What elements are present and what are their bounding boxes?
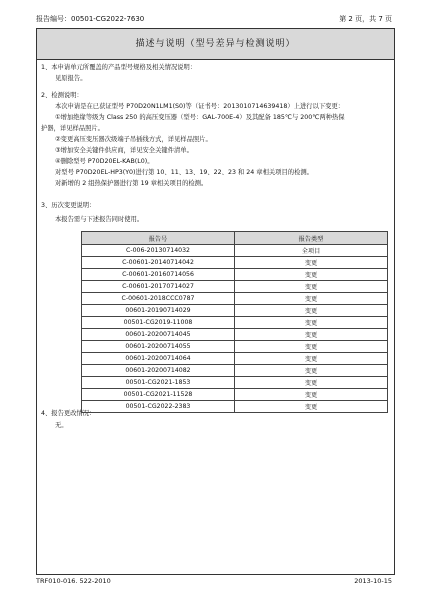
report-number-cell: 00501-CG2022-2383 xyxy=(82,401,235,413)
table-row xyxy=(82,329,388,341)
table-row xyxy=(82,389,388,401)
report-number-cell: 00501-CG2021-1853 xyxy=(82,377,235,389)
section-2-item-1: ①增加绝缘等级为 Class 250 的高压变压器（型号：GAL-700E-4）及其配备 185℃与 200℃两种热保 xyxy=(55,114,345,121)
page-header xyxy=(36,14,392,26)
section-4-body: 无。 xyxy=(55,422,68,429)
report-number-cell: 00601-20200714082 xyxy=(82,365,235,377)
report-type-cell: 全项目 xyxy=(235,245,388,257)
column-header-report-type: 报告类型 xyxy=(235,232,388,245)
report-type-cell: 变更 xyxy=(235,341,388,353)
report-number-cell: 00601-20190714029 xyxy=(82,305,235,317)
report-type-cell: 变更 xyxy=(235,293,388,305)
report-frame xyxy=(36,28,395,575)
report-number-cell: 00601-20200714055 xyxy=(82,341,235,353)
table-row xyxy=(82,341,388,353)
report-number-cell: 00601-20200714064 xyxy=(82,353,235,365)
section-2-item-1-cont: 护器，详见样品照片。 xyxy=(41,125,104,132)
section-2-heading: 2、检测说明： xyxy=(41,92,83,99)
report-number-cell: 00601-20200714045 xyxy=(82,329,235,341)
section-2-note-2: 对新增的 2 组热保护器进行第 19 章相关项目的检测。 xyxy=(55,180,208,187)
report-type-cell: 变更 xyxy=(235,269,388,281)
report-number-cell: C-006-20130714032 xyxy=(82,245,235,257)
table-row xyxy=(82,257,388,269)
section-3-heading: 3、历次变更说明： xyxy=(41,202,96,209)
section-2-intro: 本次申请是在已获证型号 P70D20N1LM1(S0)等（证书号：2013010714639418）上进行以下变更： xyxy=(55,103,345,110)
section-2-note-1: 对型号 P70D20EL-HP3(Y0)进行第 10、11、13、19、22、23 和 24 章相关项目的检测。 xyxy=(55,169,313,176)
report-type-cell: 变更 xyxy=(235,317,388,329)
section-2-item-2: ②变更高压变压器次级端子吊插线方式，详见样品照片。 xyxy=(55,136,212,143)
table-row xyxy=(82,281,388,293)
form-number: TRF010-016. 522-2010 xyxy=(36,577,111,585)
table-row xyxy=(82,269,388,281)
section-4-heading: 4、报告更改情况： xyxy=(41,410,96,417)
report-type-cell: 变更 xyxy=(235,329,388,341)
section-2-item-4: ④删除型号 P70D20EL-KAB(L0)。 xyxy=(55,158,154,165)
page-number: 第 2 页，共 7 页 xyxy=(339,15,392,23)
table-header-row xyxy=(82,232,388,245)
table-row xyxy=(82,245,388,257)
section-3-body: 本报告需与下述报告同时使用。 xyxy=(55,216,144,223)
table-row xyxy=(82,317,388,329)
report-table-body xyxy=(82,245,388,413)
report-number-cell: 00501-CG2021-11528 xyxy=(82,389,235,401)
report-type-cell: 变更 xyxy=(235,401,388,413)
table-row xyxy=(82,401,388,413)
report-number-cell: C-00601-20160714056 xyxy=(82,269,235,281)
report-type-cell: 变更 xyxy=(235,377,388,389)
report-number-cell: C-00601-20170714027 xyxy=(82,281,235,293)
section-1-body: 见原报告。 xyxy=(55,75,87,82)
report-number-cell: C-00601-20140714042 xyxy=(82,257,235,269)
report-type-cell: 变更 xyxy=(235,365,388,377)
form-date: 2013-10-15 xyxy=(354,577,392,585)
section-title: 描述与说明（型号差异与检测说明） xyxy=(37,29,394,60)
report-number-cell: 00501-CG2019-11008 xyxy=(82,317,235,329)
column-header-report-no: 报告号 xyxy=(82,232,235,245)
report-type-cell: 变更 xyxy=(235,389,388,401)
report-type-cell: 变更 xyxy=(235,281,388,293)
table-row xyxy=(82,377,388,389)
table-row xyxy=(82,353,388,365)
report-number: 报告编号：00501-CG2022-7630 xyxy=(36,15,145,23)
section-2-item-3: ③增加安全关键件供应商，详见安全关键件清单。 xyxy=(55,147,193,154)
report-type-cell: 变更 xyxy=(235,353,388,365)
report-number-cell: C-00601-2018CCC0787 xyxy=(82,293,235,305)
table-row xyxy=(82,365,388,377)
report-table xyxy=(81,231,388,413)
table-row xyxy=(82,305,388,317)
section-1-heading: 1、本申请单元所覆盖的产品型号规格及相关情况说明： xyxy=(41,64,197,71)
report-type-cell: 变更 xyxy=(235,305,388,317)
report-type-cell: 变更 xyxy=(235,257,388,269)
table-row xyxy=(82,293,388,305)
page-footer xyxy=(36,577,392,587)
